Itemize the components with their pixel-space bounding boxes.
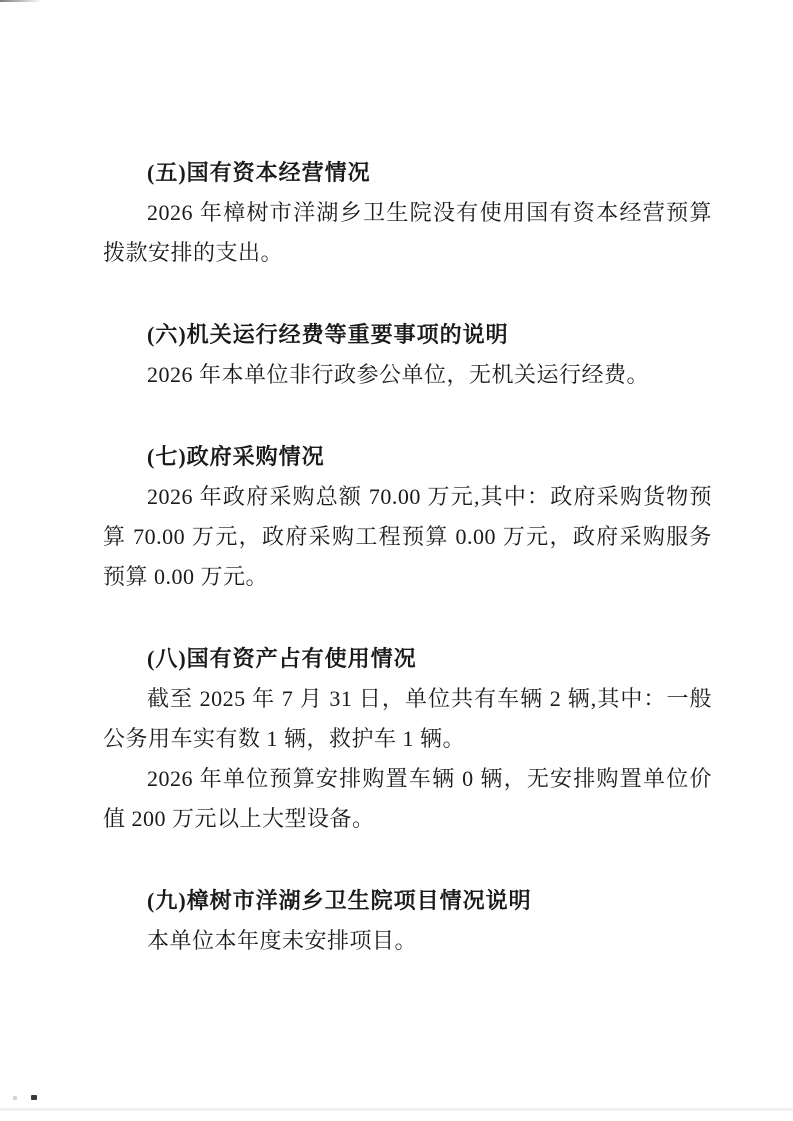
section-government-procurement <box>103 437 712 597</box>
section-heading: (八)国有资产占有使用情况 <box>147 646 417 671</box>
section-state-capital <box>103 153 712 273</box>
section-paragraph: 本单位本年度未安排项目。 <box>147 928 418 953</box>
scan-speck-artifact <box>31 1095 37 1100</box>
scan-band-artifact <box>0 1108 793 1111</box>
scan-edge-artifact <box>0 0 42 2</box>
section-operating-funds <box>103 315 712 395</box>
section-paragraph: 2026 年本单位非行政参公单位，无机关运行经费。 <box>147 362 650 387</box>
section-state-assets <box>103 639 712 839</box>
section-heading: (九)樟树市洋湖乡卫生院项目情况说明 <box>147 888 532 913</box>
section-heading: (七)政府采购情况 <box>147 444 325 469</box>
section-paragraph: 2026 年樟树市洋湖乡卫生院没有使用国有资本经营预算拨款安排的支出。 <box>103 200 712 265</box>
section-paragraph: 截至 2025 年 7 月 31 日，单位共有车辆 2 辆,其中：一般公务用车实有数 1 辆，救护车 1 辆。 <box>103 686 712 751</box>
scan-speck-artifact <box>13 1096 17 1100</box>
section-paragraph: 2026 年政府采购总额 70.00 万元,其中：政府采购货物预算 70.00 万元，政府采购工程预算 0.00 万元，政府采购服务预算 0.00 万元。 <box>103 484 712 589</box>
section-project-status <box>103 881 712 961</box>
section-heading: (五)国有资本经营情况 <box>147 160 371 185</box>
section-heading: (六)机关运行经费等重要事项的说明 <box>147 322 509 347</box>
document-content <box>103 153 712 961</box>
section-paragraph: 2026 年单位预算安排购置车辆 0 辆，无安排购置单位价值 200 万元以上大型设备。 <box>103 766 712 831</box>
